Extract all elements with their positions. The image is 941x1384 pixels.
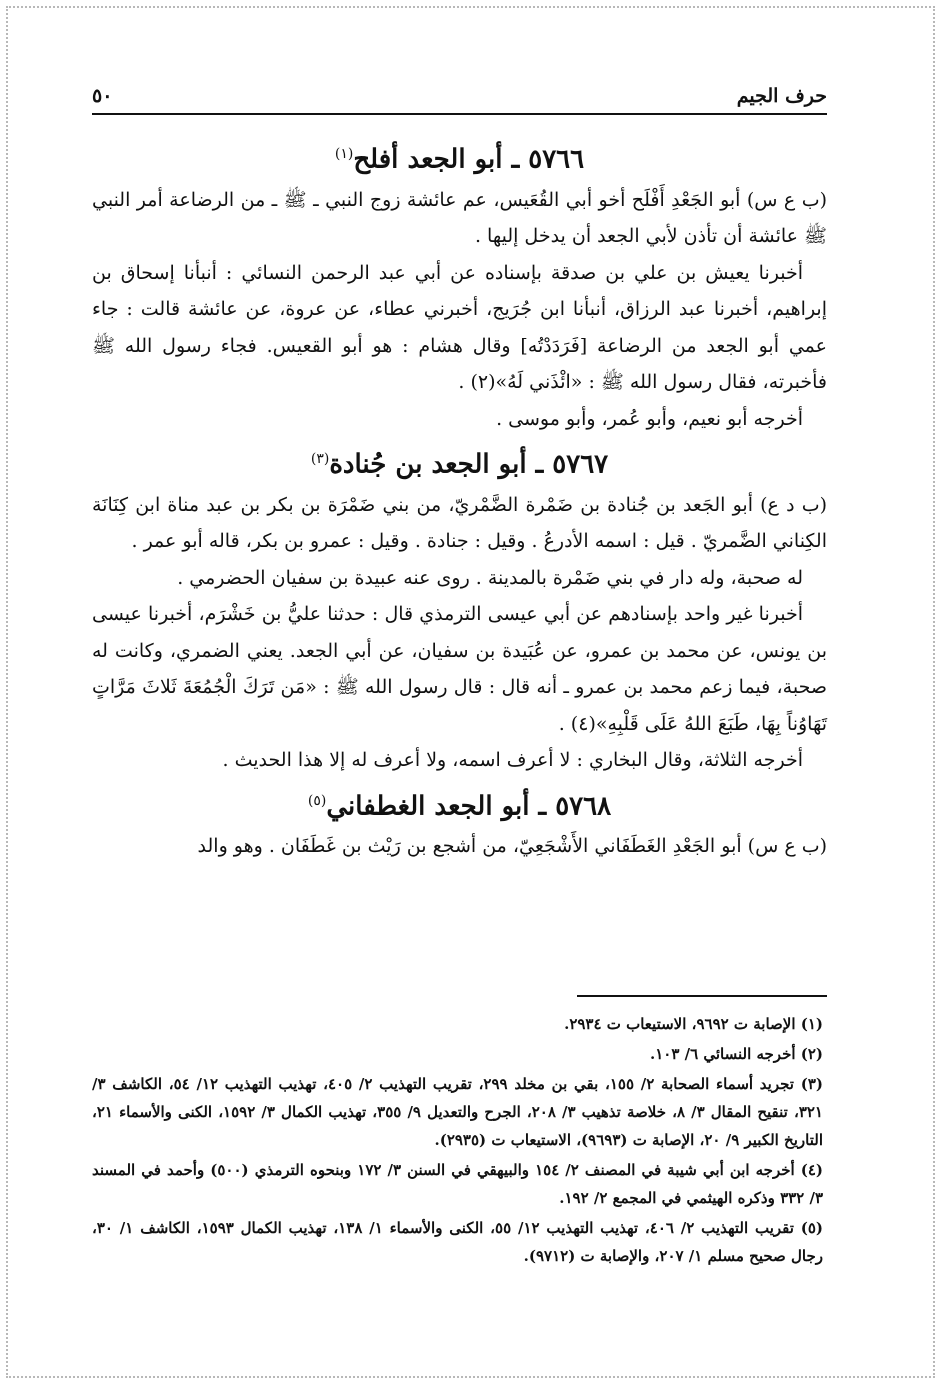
- footnote: (٣) تجريد أسماء الصحابة ٢/ ١٥٥، بقي بن مخلد ٢٩٩، تقريب التهذيب ٢/ ٤٠٥، تهذيب التهذيب ١٢/ ٥٤، الكاشف ٣/ ٣٢١، تنقيح المقال ٣/ ٨، خلاصة تذهيب ٣/ ٢٠٨، الجرح والتعديل ٩/ ٣٥٥، تهذيب الكمال ٣/ ١٥٩٢، الكنى والأسماء ٢١، التاريخ الكبير ٩/ ٢٠، الإصابة ت (٩٦٩٣)، الاستيعاب ت (٢٩٣٥).: [92, 1075, 823, 1149]
- footnote-marker: (٥): [307, 792, 327, 809]
- chapter-title: حرف الجيم: [736, 85, 827, 107]
- paragraph: أخبرنا يعيش بن علي بن صدقة بإسناده عن أبي عبد الرحمن النسائي : أنبأنا إسحاق بن إبراهيم، أخبرنا عبد الرزاق، أنبأنا ابن جُرَيج، أخبرني عطاء، عن عروة، عن عائشة قالت : جاء عمي أبو الجعد من الرضاعة [فَرَدَدْتُه] وقال هشام : هو أبو القعيس. فجاء رسول الله ﷺ فأخبرته، فقال رسول الله ﷺ : «ائْذَني لَهُ»(٢) .: [92, 261, 827, 394]
- footnote: (٢) أخرجه النسائي ٦/ ١٠٣.: [649, 1045, 823, 1063]
- footnote-rule: [577, 995, 827, 997]
- page-number: ٥٠: [92, 85, 113, 107]
- paragraph: له صحبة، وله دار في بني ضَمْرة بالمدينة . روى عنه عبيدة بن سفيان الحضرمي .: [177, 566, 803, 589]
- footnote-marker: (٣): [310, 451, 330, 468]
- paragraph: (ب ع س) أبو الجَعْدِ الغَطَفَاني الأَشْجَعِيّ، من أشجع بن رَيْث بن غَطَفَان . وهو والد: [197, 835, 827, 858]
- paragraph: أخبرنا غير واحد بإسنادهم عن أبي عيسى الترمذي قال : حدثنا عليُّ بن خَشْرَم، أخبرنا عيسى بن يونس، عن محمد بن عمرو، عن عُبَيدة بن سفيان، عن أبي الجعد. يعني الضمري، وكانت له صحبة، فيما زعم محمد بن عمرو ـ أنه قال : قال رسول الله ﷺ : «مَن تَرَكَ الْجُمُعَةَ ثَلاثَ مَرَّاتٍ تَهَاوُناً بِهَا، طَبَعَ اللهُ عَلَى قَلْبِهِ»(٤) .: [92, 603, 827, 735]
- footnote: (١) الإصابة ت ٩٦٩٢، الاستيعاب ت ٢٩٣٤.: [564, 1015, 823, 1033]
- footnote-marker: (١): [334, 146, 354, 162]
- entry-title: ٥٧٦٧ ـ أبو الجعد بن جُنادة$^{(٣)}$: [310, 449, 609, 480]
- paragraph: أخرجه الثلاثة، وقال البخاري : لا أعرف اسمه، ولا أعرف له إلا هذا الحديث .: [222, 749, 803, 772]
- running-head: [92, 82, 827, 110]
- entry-title: ٥٧٦٨ ـ أبو الجعد الغطفاني$^{(٥)}$: [307, 791, 612, 822]
- book-page: [92, 82, 827, 1322]
- footnotes: [92, 1010, 827, 1272]
- main-text: [92, 132, 827, 865]
- footnote: (٤) أخرجه ابن أبي شيبة في المصنف ٢/ ١٥٤ والبيهقي في السنن ٣/ ١٧٢ وبنحوه الترمذي (٥٠٠) وأحمد في المسند ٣/ ٣٣٢ وذكره الهيثمي في المجمع ٢/ ١٩٢.: [92, 1161, 823, 1207]
- paragraph: (ب ع س) أبو الجَعْدِ أَفْلَح أخو أبي القُعَيس، عم عائشة زوج النبي ـ ﷺ ـ من الرضاعة أمر النبي ﷺ عائشة أن تأذن لأبي الجعد أن يدخل إليها .: [92, 188, 827, 248]
- paragraph: أخرجه أبو نعيم، وأبو عُمر، وأبو موسى .: [496, 407, 803, 430]
- footnote: (٥) تقريب التهذيب ٢/ ٤٠٦، تهذيب التهذيب ١٢/ ٥٥، الكنى والأسماء ١/ ١٣٨، تهذيب الكمال ١٥٩٣، الكاشف ١/ ٣٠، رجال صحيح مسلم ١/ ٢٠٧، والإصابة ت (٩٧١٢).: [92, 1219, 824, 1265]
- entry-title: ٥٧٦٦ ـ أبو الجعد أفلح$^{(١)}$: [334, 144, 585, 175]
- paragraph: (ب د ع) أبو الجَعد بن جُنادة بن ضَمْرة الضَّمْريّ، من بني ضَمْرَة بن بكر بن عبد مناة ابن كِنَانَة الكِناني الضَّمريّ . قيل : اسمه الأدرعُ . وقيل : جنادة . وقيل : عمرو بن بكر، قاله أبو عمر .: [92, 493, 827, 553]
- header-rule: [92, 113, 827, 115]
